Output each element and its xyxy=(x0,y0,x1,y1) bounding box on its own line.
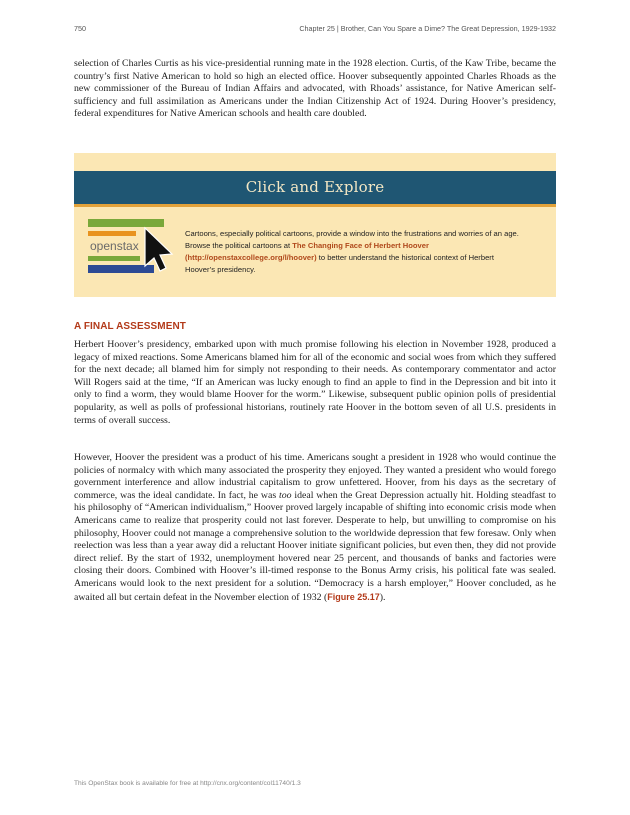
figure-reference-link[interactable]: Figure 25.17 xyxy=(327,591,380,602)
page-number: 750 xyxy=(74,24,86,33)
click-and-explore-box xyxy=(74,153,556,297)
logo-green-bar-2 xyxy=(88,256,140,261)
paragraph-2-part-c: ). xyxy=(379,591,386,603)
chapter-title: Chapter 25 | Brother, Can You Spare a Dime? The Great Depression, 1929-1932 xyxy=(299,24,556,33)
feature-text xyxy=(185,228,525,276)
section-paragraph-1: Herbert Hoover’s presidency, embarked upon with much promise following his election in November 1928, produced a legacy of mixed reactions. Some Americans blamed him for all of the economic and social woes from which they suffered for the next decade; all blamed him for simply not responding to their needs. As contemporary commentator and actor Will Rogers said at the time, “If an American was lucky enough to find an apple to find in the Depression and bit into it only to find a worm, they would blame Hoover for the worm.” Likewise, subsequent public opinion polls of presidential popularity, as well as polls of professional historians, routinely rate Hoover in the bottom seven of all U.S. presidents in terms of overall success. xyxy=(74,339,556,426)
logo-blue-bar xyxy=(88,265,154,273)
feature-title: Click and Explore xyxy=(245,178,385,196)
cursor-arrow-icon xyxy=(145,228,172,271)
paragraph-2-part-b: ideal when the Great Depression actually hit. Holding steadfast to his philosophy of “American individualism,” Hoover proved largely incapable of shifting into economic crisis mode when Americans came to realize that prosperity could not last forever. Desperate to help, but unwilling to compromise on his philosophy, Hoover could not manage a comprehensive solution to the worldwide depression that few foresaw. Only when reelection was less than a year away did a reluctant Hoover initiate significant policies, but even then, they did not provide direct relief. By the start of 1932, unemployment hovered near 25 percent, and thousands of banks and factories were closing their doors. Combined with Hoover’s ill-timed response to the Bonus Army crisis, his political fate was sealed. Americans would look to the next president for a solution. “Democracy is a harsh employer,” Hoover concluded, as he awaited all but certain defeat in the November election of 1932 ( xyxy=(74,489,557,603)
feature-text-before: Cartoons, especially political cartoons, provide a window into the frustrations and worries of an age. Browse the political cartoons at xyxy=(185,229,519,251)
logo-wordmark: openstax xyxy=(90,239,139,253)
section-paragraph-2 xyxy=(74,452,556,604)
hoover-cartoons-link[interactable]: The Changing Face of Herbert Hoover (http://openstaxcollege.org/l/hoover) xyxy=(185,241,429,263)
openstax-click-logo xyxy=(88,219,186,279)
section-heading: A FINAL ASSESSMENT xyxy=(74,321,186,332)
page-footer: This OpenStax book is available for free at http://cnx.org/content/col11740/1.3 xyxy=(74,780,301,787)
emphasis-too: too xyxy=(279,489,292,501)
feature-banner xyxy=(74,171,556,207)
logo-orange-bar xyxy=(88,231,136,236)
feature-text-after: to better understand the historical context of Herbert Hoover’s presidency. xyxy=(185,253,494,275)
intro-paragraph: selection of Charles Curtis as his vice-presidential running mate in the 1928 election. Curtis, of the Kaw Tribe, became the country’s first Native American to hold so high an elected office. Hoover subsequently appointed Charles Rhoads as the new commissioner of the Bureau of Indian Affairs and advocated, with Rhoads’ assistance, for Native American self-sufficiency and full assimilation as Americans under the Indian Citizenship Act of 1924. During Hoover’s presidency, federal expenditures for Native American schools and health care doubled. xyxy=(74,58,556,120)
paragraph-2-part-a: However, Hoover the president was a product of his time. Americans sought a president in 1928 who would continue the policies of normalcy with which many associated the prosperity they enjoyed. They wanted a president who would forego government interference and allow industrial capitalism to grow unfettered. Hoover, from his days as the secretary of commerce, was the ideal candidate. In fact, he was xyxy=(74,452,556,501)
logo-green-bar xyxy=(88,219,164,227)
